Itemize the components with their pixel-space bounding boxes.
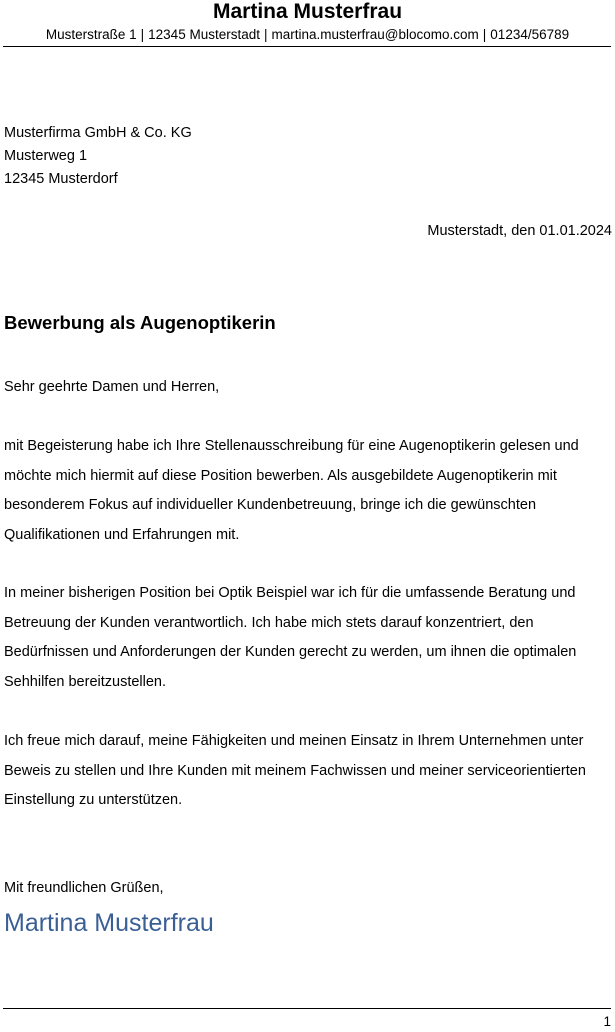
paragraph-line: Einstellung zu unterstützen. bbox=[4, 792, 183, 808]
header-email: martina.musterfrau@blocomo.com bbox=[271, 27, 479, 42]
header-contact-line bbox=[0, 26, 615, 44]
header-city: 12345 Musterstadt bbox=[148, 27, 260, 42]
letter-subject: Bewerbung als Augenoptikerin bbox=[4, 312, 276, 333]
paragraph-line: besonderem Fokus auf individueller Kundenbetreuung, bringe ich die gewünschten bbox=[4, 497, 537, 513]
salutation: Sehr geehrte Damen und Herren, bbox=[4, 379, 220, 395]
header-separator: | bbox=[263, 27, 268, 42]
header-separator: | bbox=[482, 27, 487, 42]
recipient-company: Musterfirma GmbH & Co. KG bbox=[4, 125, 192, 141]
paragraph-line: möchte mich hiermit auf diese Position bewerben. Als ausgebildete Augenoptikerin mit bbox=[4, 467, 557, 484]
date-line: Musterstadt, den 01.01.2024 bbox=[427, 223, 612, 239]
recipient-address bbox=[4, 122, 192, 191]
header-divider bbox=[3, 46, 611, 47]
paragraph-line: Ich freue mich darauf, meine Fähigkeiten und meinen Einsatz in Ihrem Unternehmen unter bbox=[4, 733, 584, 749]
paragraph-line: Sehhilfen bereitzustellen. bbox=[4, 673, 167, 690]
paragraph-line: Qualifikationen und Erfahrungen mit. bbox=[4, 526, 240, 543]
recipient-street: Musterweg 1 bbox=[4, 148, 88, 164]
paragraph-line: mit Begeisterung habe ich Ihre Stellenausschreibung für eine Augenoptikerin gelesen und bbox=[4, 438, 579, 454]
paragraph-line: Beweis zu stellen und Ihre Kunden mit meinem Fachwissen und meiner serviceorientierten bbox=[4, 762, 586, 779]
page-number: 1 bbox=[603, 1014, 611, 1029]
body-paragraph bbox=[4, 727, 586, 816]
footer-divider bbox=[3, 1008, 611, 1009]
body-paragraph bbox=[4, 432, 579, 550]
recipient-city: 12345 Musterdorf bbox=[4, 171, 118, 187]
header-phone: 01234/56789 bbox=[490, 27, 570, 42]
paragraph-line: Bedürfnissen und Anforderungen der Kunden gerecht zu werden, um ihnen die optimalen bbox=[4, 644, 577, 660]
paragraph-line: In meiner bisherigen Position bei Optik Beispiel war ich für die umfassende Beratung und bbox=[4, 585, 576, 601]
closing: Mit freundlichen Grüßen, bbox=[4, 880, 164, 896]
header-street: Musterstraße 1 bbox=[45, 27, 137, 42]
paragraph-line: Betreuung der Kunden verantwortlich. Ich habe mich stets darauf konzentriert, den bbox=[4, 614, 534, 631]
header-name: Martina Musterfrau bbox=[212, 0, 403, 23]
body-paragraph bbox=[4, 579, 576, 697]
header-separator: | bbox=[140, 27, 145, 42]
signature: Martina Musterfrau bbox=[4, 909, 214, 937]
